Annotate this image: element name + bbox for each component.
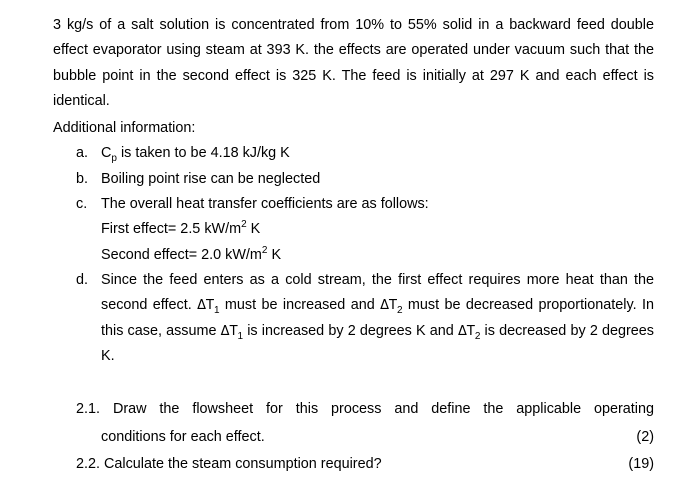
item-d-part2: must be increased and bbox=[219, 297, 381, 314]
item-d-marker: d. bbox=[76, 272, 89, 288]
item-b-marker: b. bbox=[76, 171, 89, 187]
question-2-1-line2: conditions for each effect. bbox=[101, 429, 265, 445]
item-d bbox=[76, 268, 654, 370]
delta-t1-sub: 1 bbox=[213, 305, 220, 317]
item-a bbox=[76, 141, 290, 166]
first-effect-sup: 2 bbox=[241, 219, 247, 231]
question-2-1 bbox=[76, 396, 654, 450]
delta-t2-sub: 2 bbox=[396, 305, 403, 317]
question-2-2-body bbox=[76, 451, 382, 477]
delta-t1-symbol: ΔT bbox=[197, 298, 214, 314]
delta-t2-sub-2: 2 bbox=[474, 330, 481, 342]
question-2-1-number: 2.1. bbox=[76, 401, 101, 417]
question-2-2-number: 2.2. bbox=[76, 456, 101, 472]
question-2-2-marks: (19) bbox=[628, 456, 654, 472]
question-2-1-line1 bbox=[76, 396, 654, 422]
second-effect-text: Second effect= 2.0 kW/m bbox=[101, 247, 262, 263]
question-2-1-text: Draw the flowsheet for this process and define the applicable operating bbox=[112, 401, 655, 417]
item-c-marker: c. bbox=[76, 196, 88, 212]
delta-t2-symbol: ΔT bbox=[380, 298, 397, 314]
item-d-part5: is decreased by 2 degrees K. bbox=[101, 322, 654, 365]
item-a-marker: a. bbox=[76, 145, 89, 161]
cp-value: is taken to be 4.18 kJ/kg K bbox=[116, 145, 290, 161]
item-c-text: The overall heat transfer coefficients are as follows: bbox=[101, 196, 429, 212]
delta-t1-symbol-2: ΔT bbox=[220, 323, 238, 339]
cp-subscript: p bbox=[111, 152, 117, 164]
delta-t2-symbol-2: ΔT bbox=[457, 323, 475, 339]
item-d-part3: must be decreased proportionately. In this case, assume bbox=[101, 297, 654, 339]
question-2-2-text: Calculate the steam consumption required? bbox=[104, 456, 382, 472]
question-2-2 bbox=[76, 451, 654, 477]
question-2-1-line2-row bbox=[76, 424, 654, 450]
item-b bbox=[76, 167, 320, 192]
delta-t1-sub-2: 1 bbox=[237, 330, 244, 342]
second-effect-coefficient bbox=[101, 243, 281, 268]
item-d-part4: is increased by 2 degrees K and bbox=[243, 322, 458, 339]
problem-statement: 3 kg/s of a salt solution is concentrated from 10% to 55% solid in a backward feed double effect evaporator using steam at 393 K. the effects are operated under vacuum such that the bubble point in the second effect is 325 K. The feed is initially at 297 K and each effect is identical. bbox=[53, 17, 654, 110]
question-2-2-row bbox=[76, 451, 654, 477]
item-d-text bbox=[101, 268, 654, 370]
second-effect-unit: K bbox=[267, 247, 282, 263]
question-2-1-marks: (2) bbox=[636, 429, 654, 445]
item-c bbox=[76, 192, 429, 217]
cp-symbol: C bbox=[101, 145, 112, 161]
item-b-text: Boiling point rise can be neglected bbox=[101, 171, 321, 187]
item-d-part1: Since the feed enters as a cold stream, the first effect requires more heat than the second effect. bbox=[101, 272, 654, 314]
first-effect-unit: K bbox=[246, 221, 261, 237]
first-effect-text: First effect= 2.5 kW/m bbox=[101, 221, 242, 237]
additional-info-heading: Additional information: bbox=[53, 120, 196, 136]
first-effect-coefficient bbox=[101, 217, 260, 242]
second-effect-sup: 2 bbox=[261, 245, 268, 257]
